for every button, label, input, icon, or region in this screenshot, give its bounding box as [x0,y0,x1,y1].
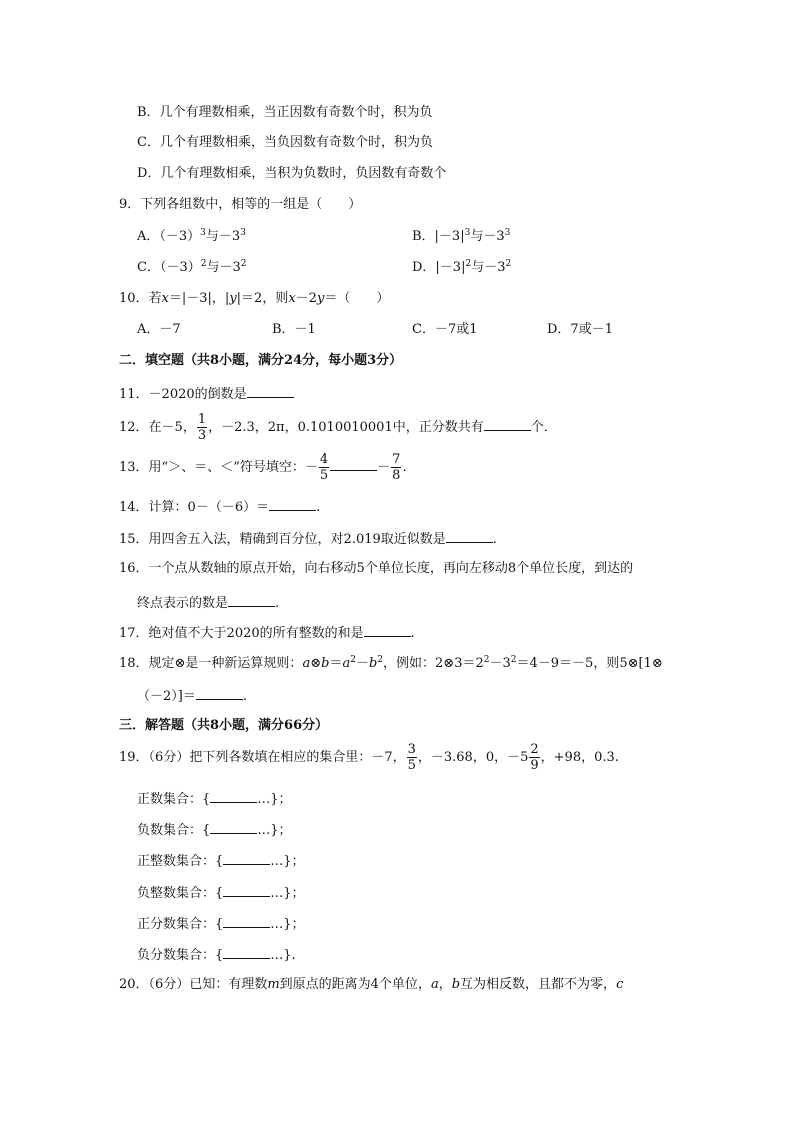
q11: 11．－2020的倒数是 [119,384,294,404]
q19-set-positive-fraction: 正分数集合：{ …}； [137,914,305,934]
q18-line-1: 18．规定⊗是一种新运算规则：$a\otimes b=a^2-b^2$，例如：$2\otimes 3=2^2-3^2=4-9=-5$，则5⊗[1⊗ [119,655,663,671]
q14: 14．计算：0－（－6）＝ . [119,497,320,517]
q16-answer-blank[interactable] [228,593,275,607]
q10-option-b: B．－1 [272,322,316,337]
q9-stem: 9．下列各组数中，相等的一组是（ ） [119,197,362,212]
q19-fraction-2: $\frac{2}{9}$ [530,742,539,773]
q19-set-negative-fraction: 负分数集合：{ …}. [137,945,296,965]
q9-option-b: B．$|-3|^3$与$-3^3$ [412,228,511,244]
q10-option-d: D．7或－1 [547,322,613,337]
q18-line-2: （－2）]＝ . [137,686,247,706]
set-blank[interactable] [223,851,270,865]
section-3-heading: 三．解答题（共8小题，满分66分） [119,718,329,733]
q9-option-c: C．$(-3)^2$与$-3^2$ [137,259,247,275]
q10-option-a: A．－7 [137,322,181,337]
q13-fraction-2: $\frac{7}{8}$ [392,452,401,483]
q19-stem: 19．（6分）把下列各数填在相应的集合里：－7， $\frac{3}{5}$ ，－3.68，0，－5 $\frac{2}{9}$ ，+98，0.3. [119,742,619,773]
q19-set-negative-integer: 负整数集合：{ …}； [137,883,305,903]
q16-line-1: 16．一个点从数轴的原点开始，向右移动5个单位长度，再向左移动8个单位长度，到达的 [119,561,634,576]
q17: 17．绝对值不大于2020的所有整数的和是 . [119,623,415,643]
q8-option-b: B．几个有理数相乘，当正因数有奇数个时，积为负 [137,105,433,120]
q16-line-2: 终点表示的数是 . [137,593,279,613]
q13-answer-blank[interactable] [330,457,377,471]
q13: 13．用“＞、＝、＜”符号填空：－ $\frac{4}{5}$ － $\frac{7}{8}$ . [119,452,407,483]
set-blank[interactable] [210,820,257,834]
q15: 15．用四舍五入法，精确到百分位，对2.019取近似数是 . [119,529,497,549]
q11-answer-blank[interactable] [247,384,294,398]
q8-option-c: C．几个有理数相乘，当负因数有奇数个时，积为负 [137,135,433,150]
q14-answer-blank[interactable] [269,497,316,511]
q15-answer-blank[interactable] [446,529,493,543]
q12-fraction: $\frac{1}{3}$ [197,412,207,443]
q12: 12．在－5， $\frac{1}{3}$ ，－2.3，2π，0.1010010001中，正分数共有 个． [119,412,557,443]
section-2-heading: 二．填空题（共8小题，满分24分，每小题3分） [119,353,403,368]
q18-answer-blank[interactable] [196,686,243,700]
q19-set-positive-integer: 正整数集合：{ …}； [137,851,305,871]
q9-option-d: D．$|-3|^2$与$-3^2$ [412,259,512,275]
q19-set-positive: 正数集合：{ …}； [137,789,292,809]
set-blank[interactable] [223,914,270,928]
q19-set-negative: 负数集合：{ …}； [137,820,292,840]
q19-fraction-1: $\frac{3}{5}$ [407,742,416,773]
q20-stem: 20．（6分）已知：有理数m到原点的距离为4个单位，a，b互为相反数，且都不为零，c [119,977,624,992]
q17-answer-blank[interactable] [364,623,411,637]
set-blank[interactable] [223,945,270,959]
q13-fraction-1: $\frac{4}{5}$ [319,452,329,483]
q10-stem: 10．若x＝|－3|，|y|＝2，则x－2y＝（ ） [119,291,390,306]
q10-option-c: C．－7或1 [412,322,478,337]
q9-option-a: A．$(-3)^3$与$-3^3$ [137,228,246,244]
set-blank[interactable] [223,883,270,897]
q8-option-d: D．几个有理数相乘，当积为负数时，负因数有奇数个 [137,166,447,181]
q12-answer-blank[interactable] [484,417,531,431]
set-blank[interactable] [210,789,257,803]
